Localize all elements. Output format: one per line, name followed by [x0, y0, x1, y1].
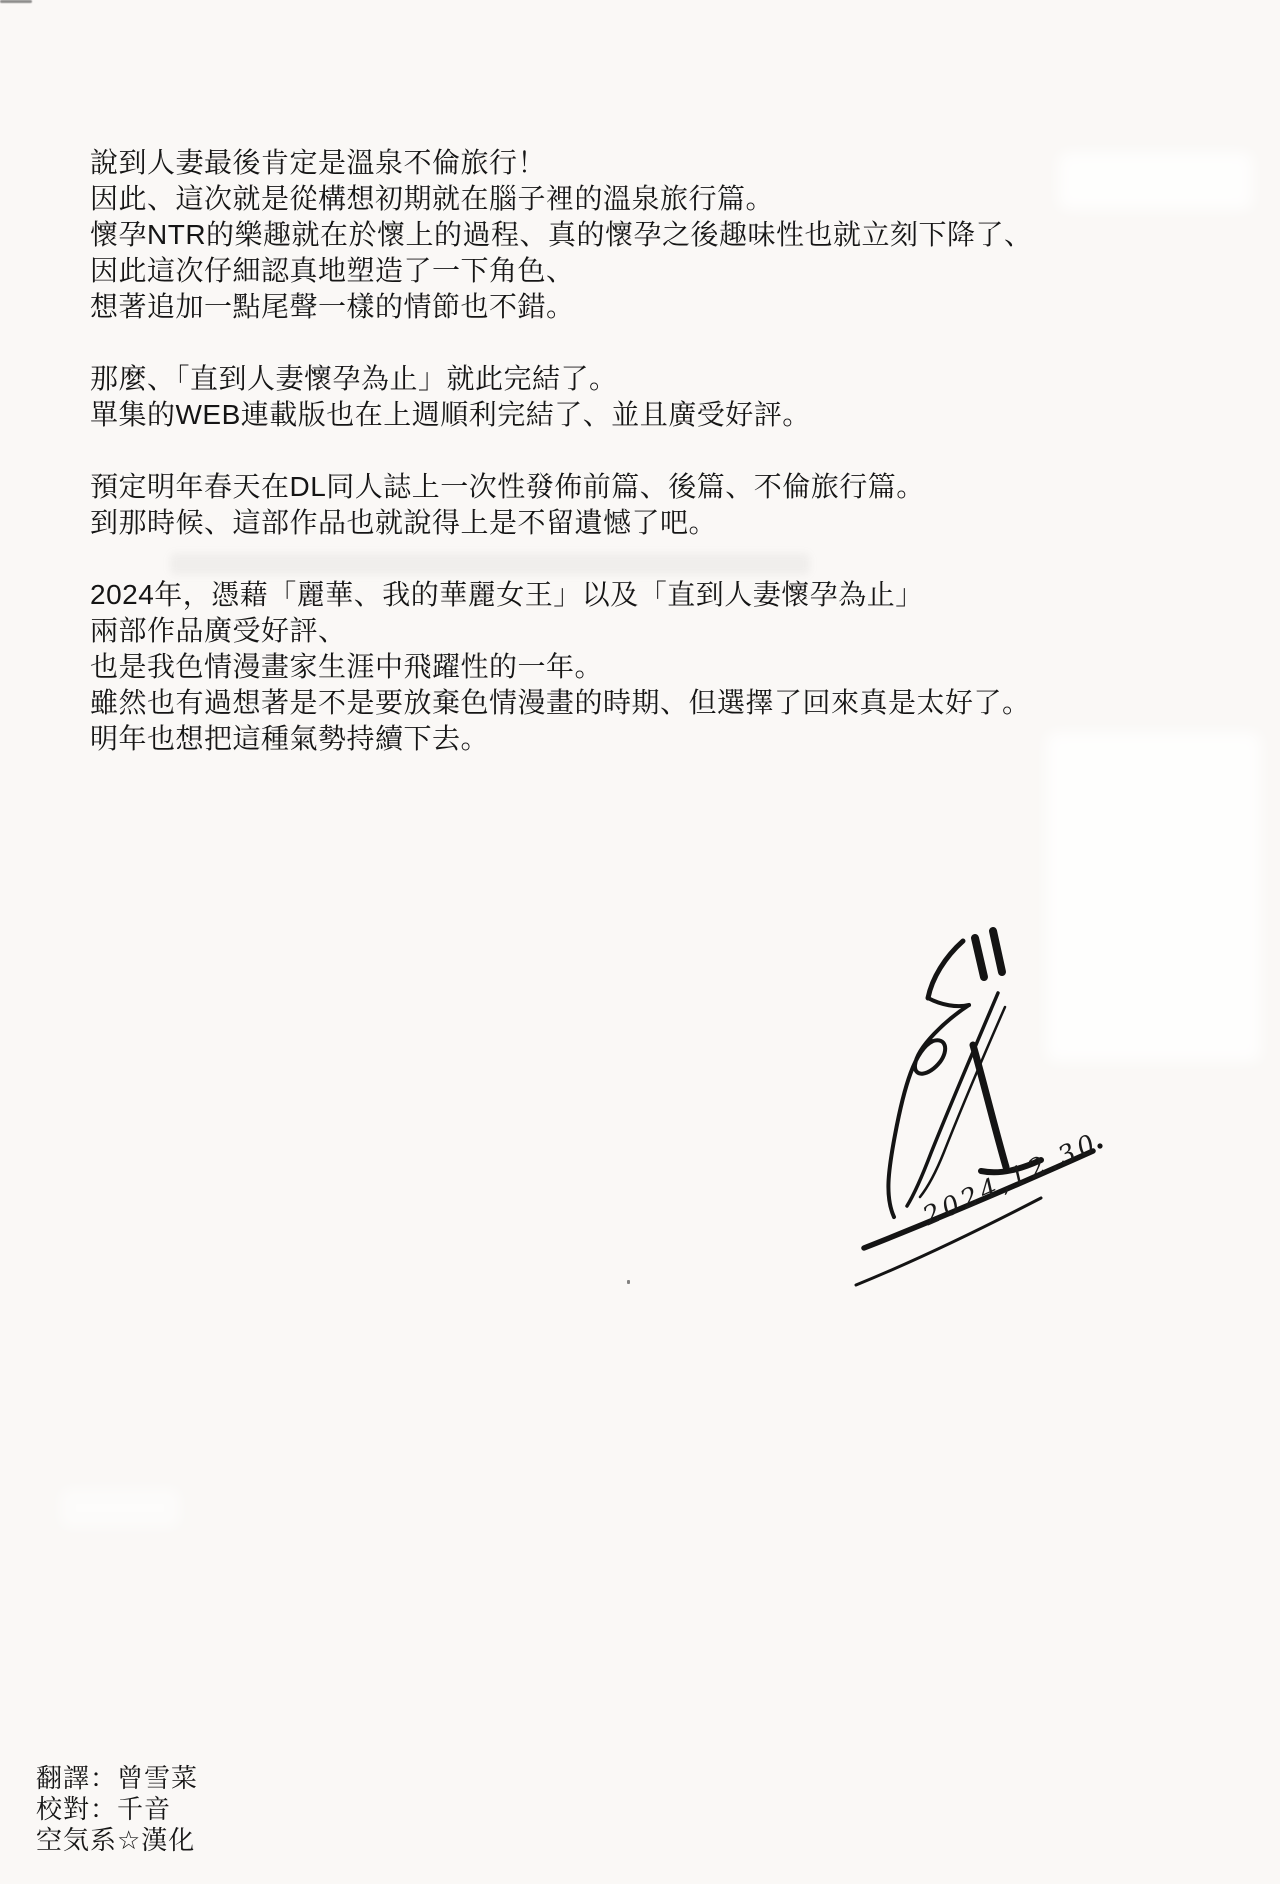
text-line: 因此、這次就是從構想初期就在腦子裡的溫泉旅行篇。	[90, 183, 775, 214]
afterword-paragraph	[90, 361, 1033, 433]
text-line: 到那時候、這部作品也就說得上是不留遺憾了吧。	[90, 507, 718, 538]
text-line: 雖然也有過想著是不是要放棄色情漫畫的時期、但選擇了回來真是太好了。	[90, 687, 1031, 718]
translation-credits	[36, 1763, 198, 1856]
afterword-paragraph	[90, 145, 1033, 325]
scan-artifact-patch	[60, 1488, 180, 1528]
credit-line-translator: 翻譯：曾雪菜	[36, 1763, 199, 1793]
scan-artifact-patch	[1058, 152, 1253, 210]
text-line: 兩部作品廣受好評、	[90, 615, 347, 646]
scan-artifact-speck	[627, 1280, 630, 1284]
text-line: 單集的WEB連載版也在上週順利完結了、並且廣受好評。	[90, 399, 811, 430]
text-line: 想著追加一點尾聲一樣的情節也不錯。	[90, 291, 575, 322]
signature-ink-icon	[845, 915, 1115, 1300]
text-line: 說到人妻最後肯定是溫泉不倫旅行！	[90, 147, 547, 178]
text-line: 預定明年春天在DL同人誌上一次性發佈前篇、後篇、不倫旅行篇。	[90, 471, 925, 502]
credit-line-group: 空気系☆漢化	[36, 1825, 196, 1855]
text-line: 也是我色情漫畫家生涯中飛躍性的一年。	[90, 651, 604, 682]
text-line: 因此這次仔細認真地塑造了一下角色、	[90, 255, 575, 286]
artist-signature	[845, 915, 1115, 1300]
text-line: 明年也想把這種氣勢持續下去。	[90, 723, 490, 754]
credit-line-proofreader: 校對：千音	[36, 1794, 172, 1824]
text-line: 懷孕NTR的樂趣就在於懷上的過程、真的懷孕之後趣味性也就立刻下降了、	[90, 219, 1033, 250]
afterword-paragraph	[90, 469, 1033, 541]
signature-date: 2024,12.30	[918, 1127, 1104, 1233]
scan-artifact-top-smudge	[0, 0, 32, 3]
afterword-text	[90, 145, 1033, 793]
text-line: 2024年，憑藉「麗華、我的華麗女王」以及「直到人妻懷孕為止」	[90, 579, 924, 610]
afterword-paragraph	[90, 577, 1033, 757]
text-line: 那麼、「直到人妻懷孕為止」就此完結了。	[90, 363, 618, 394]
